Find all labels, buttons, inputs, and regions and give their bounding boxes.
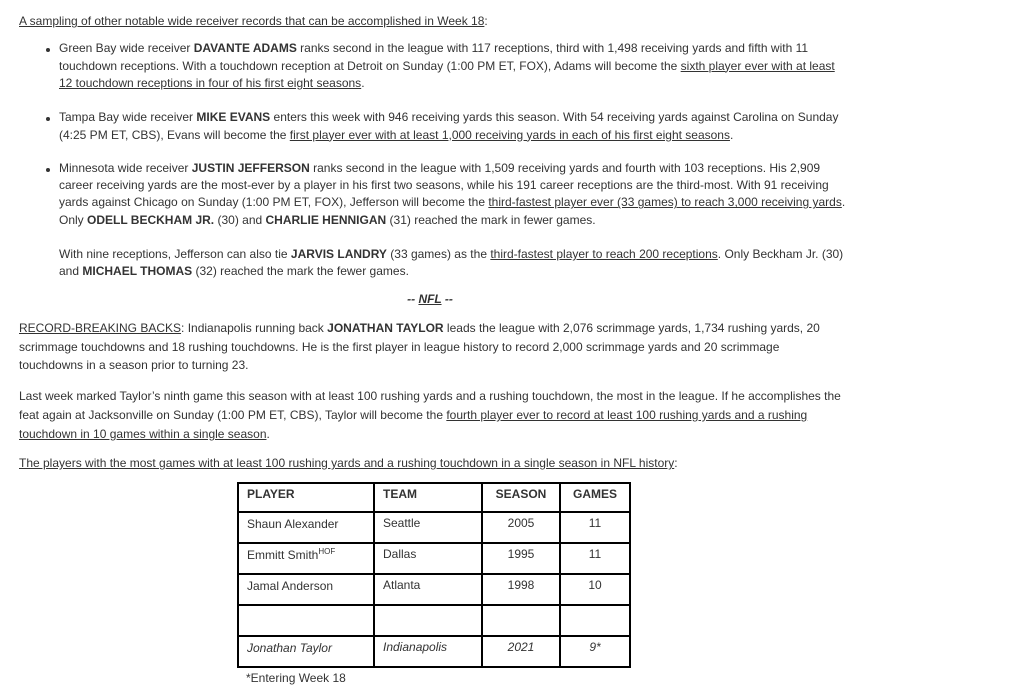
- section-separator: [0, 290, 860, 308]
- text: (31) reached the mark in fewer games.: [386, 212, 596, 227]
- record-link[interactable]: third-fastest player to reach 200 receptions: [490, 247, 718, 261]
- text: Tampa Bay wide receiver: [59, 110, 197, 124]
- bullet-jefferson: [59, 160, 849, 229]
- table-header-row: [238, 483, 630, 512]
- text: . Only Beckham Jr. (30) and: [59, 247, 844, 279]
- header-games: GAMES: [560, 483, 630, 512]
- taylor-paragraph: [19, 387, 849, 444]
- table-intro-link[interactable]: The players with the most games with at least 100 rushing yards and a rushing touchdown in a single season in NFL history: [19, 456, 675, 470]
- table-row: [238, 512, 630, 543]
- cell-games: 11: [560, 543, 630, 574]
- record-link[interactable]: fourth player ever to record at least 100 rushing yards and a rushing touchdown in 10 games within a single season: [19, 408, 808, 441]
- cell-season: 2005: [482, 512, 560, 543]
- table-intro: The players with the most games with at least 100 rushing yards and a rushing touchdown in a single season in NFL history:: [19, 456, 678, 470]
- table-footnote: *Entering Week 18: [246, 671, 346, 685]
- cell-season: 1998: [482, 574, 560, 605]
- record-link[interactable]: third-fastest player ever (33 games) to reach 3,000 receiving yards: [488, 195, 842, 210]
- text: With nine receptions, Jefferson can also tie: [59, 247, 291, 261]
- record-breaking-backs-paragraph: [19, 319, 839, 375]
- cell-team: Indianapolis: [374, 636, 482, 667]
- text: --: [407, 292, 419, 306]
- cell-season: 1995: [482, 543, 560, 574]
- table-row-highlight: [238, 636, 630, 667]
- player-name: MIKE EVANS: [196, 110, 271, 124]
- text: . Only: [59, 195, 846, 227]
- text: --: [441, 292, 453, 306]
- intro-link[interactable]: A sampling of other notable wide receiver records that can be accomplished in Week 18: [19, 14, 485, 28]
- cell-player: [238, 636, 374, 667]
- section-heading-link[interactable]: RECORD-BREAKING BACKS: [19, 321, 182, 335]
- player-name: ODELL BECKHAM JR.: [87, 212, 215, 227]
- bullet-jefferson-receptions: [59, 246, 849, 280]
- text: .: [729, 127, 734, 142]
- cell-player: [238, 512, 374, 543]
- cell-player: [238, 543, 374, 574]
- nfl-link[interactable]: NFL: [418, 292, 442, 306]
- records-table: [237, 482, 631, 668]
- bullet-adams: [59, 40, 849, 93]
- header-player: PLAYER: [238, 483, 374, 512]
- cell-empty: [374, 605, 482, 636]
- cell-empty: [482, 605, 560, 636]
- text: : Indianapolis running back: [181, 321, 328, 335]
- player-name: Shaun Alexander: [247, 517, 339, 531]
- table-row: [238, 574, 630, 605]
- text: (33 games) as the: [386, 247, 491, 261]
- intro-line: A sampling of other notable wide receiver records that can be accomplished in Week 18:: [19, 14, 488, 28]
- table-row-empty: [238, 605, 630, 636]
- player-name: CHARLIE HENNIGAN: [265, 212, 387, 227]
- text: .: [266, 427, 270, 441]
- cell-games: 9*: [560, 636, 630, 667]
- cell-team: Dallas: [374, 543, 482, 574]
- player-name: JARVIS LANDRY: [290, 247, 387, 261]
- bullet-dot: [46, 117, 50, 121]
- text: (30) and: [214, 212, 266, 227]
- cell-season: 2021: [482, 636, 560, 667]
- text: Last week marked Taylor’s ninth game this season with at least 100 rushing yards and a rushing touchdown, the most in the league. If he accomplishes the feat again at Jacksonville on Sunday (1:00 PM ET, CBS), Taylor will become the: [19, 389, 841, 422]
- player-name: Jonathan Taylor: [247, 641, 332, 655]
- cell-empty: [238, 605, 374, 636]
- cell-games: 11: [560, 512, 630, 543]
- table-row: [238, 543, 630, 574]
- bullet-evans: [59, 109, 849, 144]
- cell-team: Seattle: [374, 512, 482, 543]
- player-name: Emmitt Smith: [247, 548, 319, 562]
- hof-tag: HOF: [318, 547, 336, 556]
- record-link[interactable]: sixth player ever with at least 12 touchdown receptions in four of his first eight seasons: [59, 58, 835, 90]
- header-season: SEASON: [482, 483, 560, 512]
- bullet-dot: [46, 168, 50, 172]
- player-name: Jamal Anderson: [247, 579, 334, 593]
- text: ranks second in the league with 117 receptions, third with 1,498 receiving yards and fifth with 11 touchdown receptions. With a touchdown reception at Detroit on Sunday (1:00 PM ET, FOX), Adams will become the: [59, 41, 809, 73]
- cell-team: Atlanta: [374, 574, 482, 605]
- text: .: [361, 76, 365, 90]
- text: enters this week with 946 receiving yards this season. With 54 receiving yards against Carolina on Sunday (4:25 PM ET, CBS), Evans will become the: [59, 110, 839, 142]
- text: Green Bay wide receiver: [59, 41, 194, 55]
- text: ranks second in the league with 1,509 receiving yards and fourth with 103 receptions. His 2,909 career receiving yards are the most-ever by a player in his first two seasons, while his 191 career receptions are the third-most. With 91 receiving yards against Chicago on Sunday (1:00 PM ET, FOX), Jefferson will become the: [59, 161, 829, 210]
- bullet-dot: [46, 48, 50, 52]
- player-name: JUSTIN JEFFERSON: [191, 161, 310, 175]
- header-team: TEAM: [374, 483, 482, 512]
- player-name: DAVANTE ADAMS: [193, 41, 297, 55]
- text: (32) reached the mark the fewer games.: [192, 264, 409, 279]
- cell-games: 10: [560, 574, 630, 605]
- player-name: MICHAEL THOMAS: [82, 264, 193, 279]
- record-link[interactable]: first player ever with at least 1,000 receiving yards in each of his first eight seasons: [289, 127, 730, 142]
- player-name: JONATHAN TAYLOR: [327, 321, 444, 335]
- cell-player: [238, 574, 374, 605]
- text: leads the league with 2,076 scrimmage yards, 1,734 rushing yards, 20 scrimmage touchdowns and 18 rushing touchdowns. He is the first player in league history to record 2,000 scrimmage yards and 20 scrimmage touchdowns in a season prior to turning 23.: [19, 321, 820, 372]
- cell-empty: [560, 605, 630, 636]
- text: Minnesota wide receiver: [59, 161, 192, 175]
